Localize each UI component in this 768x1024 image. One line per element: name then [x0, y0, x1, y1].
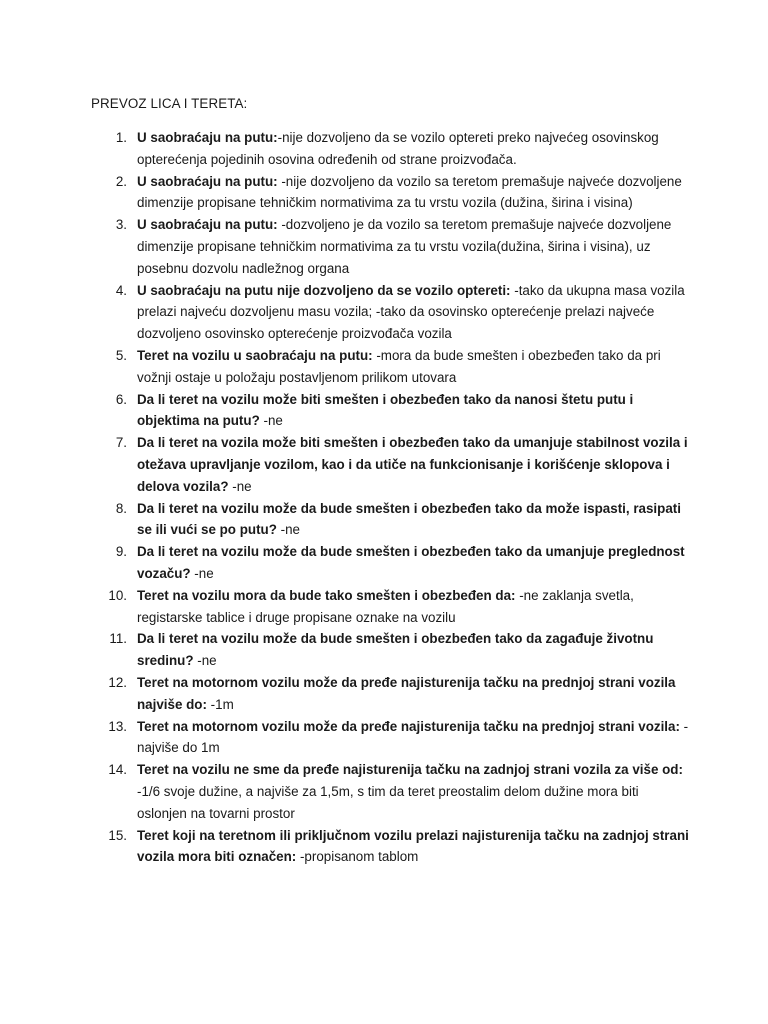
list-item — [91, 585, 691, 629]
item-question: Teret na vozilu ne sme da pređe najisturenija tačku na zadnjoj strani vozila za više od: — [137, 762, 683, 778]
item-number: 6. — [115, 391, 127, 407]
item-answer: -mora da bude smešten i obezbeđen tako da pri vožnji ostaje u položaju postavljenom prilikom utovara — [137, 347, 661, 385]
list-item — [91, 672, 691, 716]
list-item — [91, 498, 691, 542]
item-answer: -ne — [276, 522, 300, 538]
item-question: Teret na vozilu mora da bude tako smešten i obezbeđen da: — [137, 587, 516, 603]
item-number: 14. — [108, 762, 127, 778]
item-number: 3. — [115, 217, 127, 233]
list-item — [91, 171, 691, 215]
item-number: 13. — [108, 718, 127, 734]
item-question: Da li teret na vozila može biti smešten i obezbeđen tako da umanjuje stabilnost vozila i otežava upravljanje vozilom, kao i da utiče na funkcionisanje i korišćenje sklopova i delova vozila? — [137, 435, 688, 494]
item-answer: -1m — [206, 696, 234, 712]
item-number: 5. — [115, 347, 127, 363]
item-question: Da li teret na vozilu može da bude smešten i obezbeđen tako da zagađuje životnu sredinu? — [137, 631, 654, 669]
list-item — [91, 541, 691, 585]
item-number: 15. — [108, 827, 127, 843]
item-number: 11. — [109, 631, 127, 647]
item-answer: -najviše do 1m — [137, 718, 689, 756]
item-number: 10. — [108, 587, 127, 603]
item-question: U saobraćaju na putu: — [137, 173, 278, 189]
item-question: Teret na motornom vozilu može da pređe najisturenija tačku na prednjoj strani vozila: — [137, 718, 680, 734]
item-number: 8. — [115, 500, 127, 516]
item-answer: -propisanom tablom — [296, 849, 419, 865]
item-answer: -ne — [193, 653, 217, 669]
item-answer: -nije dozvoljeno da se vozilo optereti preko najvećeg osovinskog opterećenja pojedinih osovina određenih od strane proizvođača. — [137, 130, 659, 167]
list-item — [91, 214, 691, 279]
list-item — [91, 759, 691, 824]
item-question: Da li teret na vozilu može da bude smešten i obezbeđen tako da umanjuje preglednost vozaču? — [137, 544, 685, 581]
item-answer: -nije dozvoljeno da vozilo sa teretom premašuje najveće dozvoljene dimenzije propisane tehničkim normativima za tu vrstu vozila (dužina, širina i visina) — [137, 173, 682, 211]
item-number: 4. — [115, 282, 127, 298]
question-list — [91, 127, 691, 868]
item-question: U saobraćaju na putu nije dozvoljeno da se vozilo optereti: — [137, 282, 511, 298]
document-title: PREVOZ LICA I TERETA: — [91, 96, 248, 111]
list-item — [91, 389, 691, 433]
item-question: Teret na motornom vozilu može da pređe najisturenija tačku na prednjoj strani vozila najviše do: — [137, 674, 676, 712]
list-item — [91, 345, 691, 389]
list-item — [91, 127, 691, 171]
list-item — [91, 628, 691, 672]
item-answer: -1/6 svoje dužine, a najviše za 1,5m, s tim da teret preostalim delom dužine mora biti oslonjen na tovarni prostor — [137, 783, 639, 821]
item-number: 9. — [115, 544, 127, 560]
item-answer: -tako da ukupna masa vozila prelazi najveću dozvoljenu masu vozila; -tako da osovinsko opterećenje prelazi najveće dozvoljeno osovinsko opterećenje proizvođača vozila — [137, 282, 685, 342]
item-number: 1. — [115, 130, 127, 145]
item-number: 2. — [115, 173, 127, 189]
item-question: Teret na vozilu u saobraćaju na putu: — [137, 347, 373, 363]
list-item — [91, 825, 691, 869]
item-answer: -ne — [259, 413, 283, 429]
item-answer: -ne zaklanja svetla, registarske tablice i druge propisane oznake na vozilu — [137, 587, 634, 625]
item-question: Teret koji na teretnom ili priključnom vozilu prelazi najisturenija tačku na zadnjoj strani vozila mora biti označen: — [137, 827, 689, 865]
list-item — [91, 280, 691, 345]
item-number: 7. — [115, 435, 127, 451]
item-question: Da li teret na vozilu može da bude smešten i obezbeđen tako da može ispasti, rasipati se ili vući se po putu? — [137, 500, 681, 538]
item-answer: -dozvoljeno je da vozilo sa teretom premašuje najveće dozvoljene dimenzije propisane tehničkim normativima za tu vrstu vozila(dužina, širina i visina), uz posebnu dozvolu nadležnog organa — [137, 217, 672, 276]
list-item — [91, 716, 691, 760]
item-question: U saobraćaju na putu: — [137, 217, 278, 233]
item-answer: -ne — [228, 478, 252, 494]
item-number: 12. — [108, 674, 127, 690]
item-question: Da li teret na vozilu može biti smešten i obezbeđen tako da nanosi štetu putu i objektima na putu? — [137, 391, 634, 429]
item-answer: -ne — [190, 565, 214, 581]
list-item — [91, 432, 691, 497]
item-question: U saobraćaju na putu: — [137, 130, 278, 145]
